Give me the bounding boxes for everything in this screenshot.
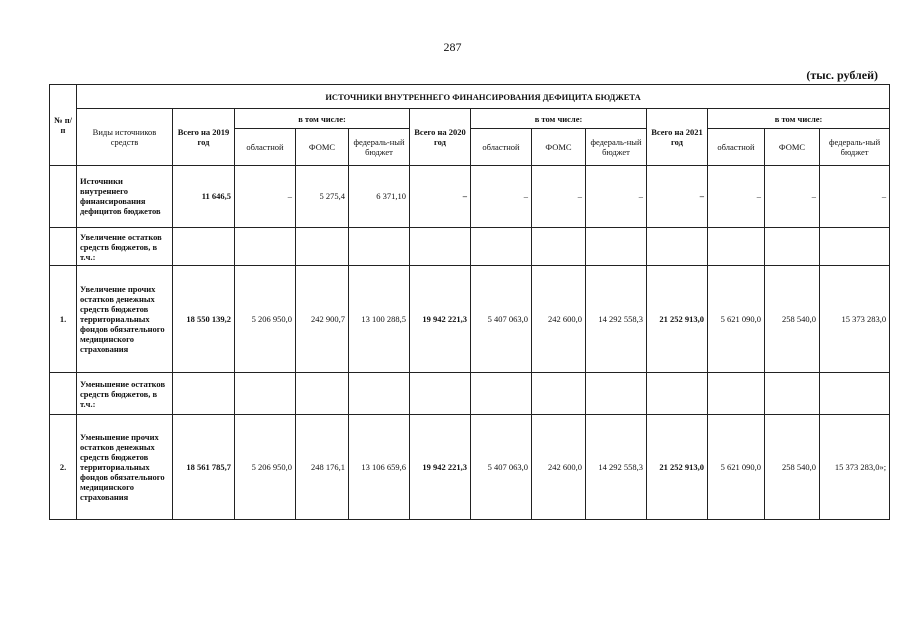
cell-foms-2019: 5 275,4 [296, 165, 349, 227]
cell-total-2021 [647, 372, 708, 414]
cell-regional-2021: – [708, 165, 765, 227]
cell-regional-2019: 5 206 950,0 [235, 415, 296, 520]
cell-federal-2019 [349, 372, 410, 414]
cell-total-2019: 11 646,5 [173, 165, 235, 227]
table-row [50, 415, 890, 520]
cell-total-2020: – [410, 165, 471, 227]
cell-total-2020: 19 942 221,3 [410, 266, 471, 373]
cell-total-2020 [410, 227, 471, 265]
cell-regional-2019 [235, 372, 296, 414]
cell-federal-2021: – [820, 165, 890, 227]
table-title: ИСТОЧНИКИ ВНУТРЕННЕГО ФИНАНСИРОВАНИЯ ДЕФИЦИТА БЮДЖЕТА [77, 85, 890, 109]
header-foms-2019: ФОМС [296, 129, 349, 165]
row-description: Уменьшение прочих остатков денежных средств бюджетов территориальных фондов обязательного медицинского страхования [77, 415, 173, 520]
cell-regional-2019: – [235, 165, 296, 227]
row-description: Источники внутреннего финансирования дефицитов бюджетов [77, 165, 173, 227]
cell-federal-2019: 13 106 659,6 [349, 415, 410, 520]
cell-total-2019: 18 561 785,7 [173, 415, 235, 520]
cell-foms-2021 [765, 372, 820, 414]
row-number [50, 165, 77, 227]
cell-foms-2019 [296, 372, 349, 414]
units-label: (тыс. рублей) [806, 68, 878, 82]
header-federal-2021: федераль-ный бюджет [820, 129, 890, 165]
table-row [50, 227, 890, 265]
cell-foms-2019: 242 900,7 [296, 266, 349, 373]
cell-foms-2020 [532, 372, 586, 414]
cell-regional-2020: – [471, 165, 532, 227]
cell-federal-2021 [820, 372, 890, 414]
cell-federal-2019: 13 100 288,5 [349, 266, 410, 373]
cell-federal-2019: 6 371,10 [349, 165, 410, 227]
page-number: 287 [443, 40, 462, 54]
row-number [50, 227, 77, 265]
cell-federal-2020: 14 292 558,3 [586, 415, 647, 520]
cell-total-2020: 19 942 221,3 [410, 415, 471, 520]
table-row [50, 372, 890, 414]
header-regional-2019: областной [235, 129, 296, 165]
cell-total-2019 [173, 227, 235, 265]
cell-federal-2021 [820, 227, 890, 265]
header-federal-2020: федераль-ный бюджет [586, 129, 647, 165]
cell-federal-2021: 15 373 283,0 [820, 266, 890, 373]
cell-foms-2021: – [765, 165, 820, 227]
cell-regional-2019 [235, 227, 296, 265]
cell-regional-2021 [708, 372, 765, 414]
cell-regional-2020: 5 407 063,0 [471, 266, 532, 373]
cell-foms-2020: 242 600,0 [532, 266, 586, 373]
row-description: Увеличение прочих остатков денежных средств бюджетов территориальных фондов обязательного медицинского страхования [77, 266, 173, 373]
cell-regional-2021: 5 621 090,0 [708, 415, 765, 520]
cell-regional-2021 [708, 227, 765, 265]
header-regional-2020: областной [471, 129, 532, 165]
header-num: № п/п [50, 85, 77, 166]
table-row [50, 266, 890, 373]
cell-total-2021: 21 252 913,0 [647, 266, 708, 373]
header-regional-2021: областной [708, 129, 765, 165]
cell-foms-2019 [296, 227, 349, 265]
header-total-2019: Всего на 2019 год [173, 109, 235, 165]
row-description: Увеличение остатков средств бюджетов, в т.ч.: [77, 227, 173, 265]
header-including-2020: в том числе: [471, 109, 647, 129]
cell-total-2021 [647, 227, 708, 265]
row-description: Уменьшение остатков средств бюджетов, в т.ч.: [77, 372, 173, 414]
cell-federal-2021: 15 373 283,0»; [820, 415, 890, 520]
cell-foms-2020 [532, 227, 586, 265]
cell-federal-2020: – [586, 165, 647, 227]
header-including-2019: в том числе: [235, 109, 410, 129]
cell-foms-2021 [765, 227, 820, 265]
cell-regional-2019: 5 206 950,0 [235, 266, 296, 373]
cell-foms-2020: – [532, 165, 586, 227]
cell-foms-2021: 258 540,0 [765, 266, 820, 373]
cell-regional-2020 [471, 372, 532, 414]
header-including-2021: в том числе: [708, 109, 890, 129]
cell-regional-2021: 5 621 090,0 [708, 266, 765, 373]
cell-total-2020 [410, 372, 471, 414]
header-kind: Виды источников средств [77, 109, 173, 165]
header-foms-2021: ФОМС [765, 129, 820, 165]
cell-foms-2020: 242 600,0 [532, 415, 586, 520]
budget-financing-table [49, 84, 890, 520]
table-row [50, 165, 890, 227]
cell-federal-2019 [349, 227, 410, 265]
cell-total-2019: 18 550 139,2 [173, 266, 235, 373]
header-federal-2019: федераль-ный бюджет [349, 129, 410, 165]
cell-foms-2019: 248 176,1 [296, 415, 349, 520]
header-total-2020: Всего на 2020 год [410, 109, 471, 165]
cell-regional-2020 [471, 227, 532, 265]
cell-total-2019 [173, 372, 235, 414]
row-number: 1. [50, 266, 77, 373]
row-number [50, 372, 77, 414]
cell-total-2021: 21 252 913,0 [647, 415, 708, 520]
row-number: 2. [50, 415, 77, 520]
cell-total-2021: – [647, 165, 708, 227]
cell-federal-2020 [586, 372, 647, 414]
header-total-2021: Всего на 2021 год [647, 109, 708, 165]
cell-foms-2021: 258 540,0 [765, 415, 820, 520]
cell-federal-2020: 14 292 558,3 [586, 266, 647, 373]
cell-federal-2020 [586, 227, 647, 265]
cell-regional-2020: 5 407 063,0 [471, 415, 532, 520]
header-foms-2020: ФОМС [532, 129, 586, 165]
